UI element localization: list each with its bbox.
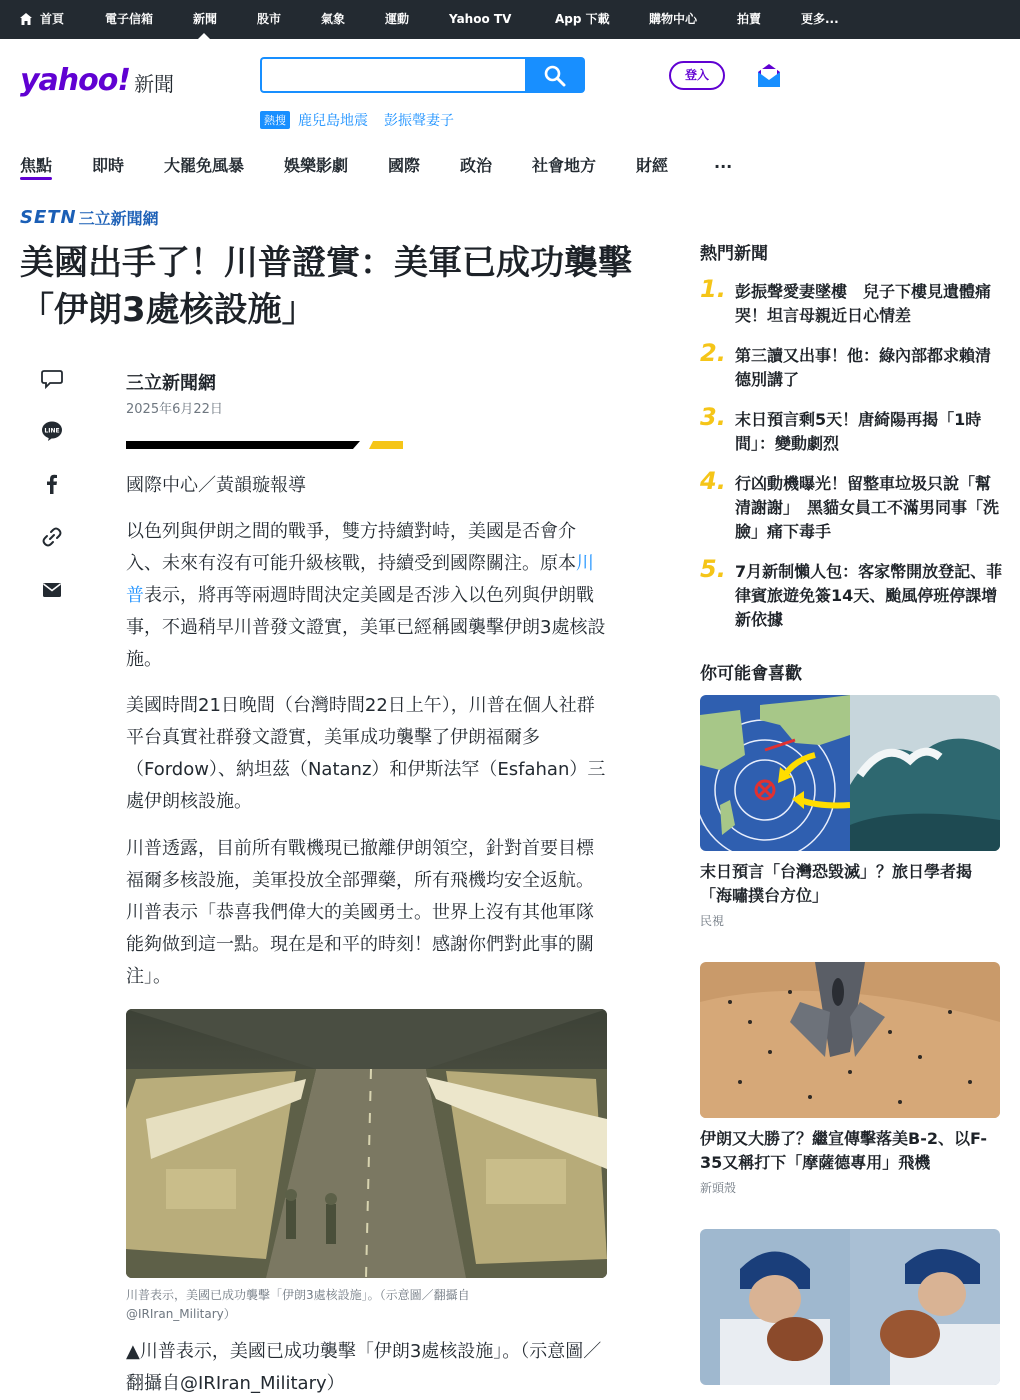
article-date: 2025年6月22日 [126, 402, 223, 417]
search-icon [544, 65, 566, 87]
category-tab-more[interactable]: ... [714, 153, 733, 172]
hot-news-heading: 熱門新聞 [700, 244, 768, 264]
article-paragraph: 美國時間21日晚間（台灣時間22日上午），川普在個人社群平台真實社群發文證實，美軍成功襲擊了伊朗福爾多（Fordow）、納坦茲（Natanz）和伊斯法罕（Esfahan）三處伊朗核設施。 [126, 695, 606, 812]
baseball-players-illustration [700, 1229, 1000, 1385]
trending-link[interactable]: 彭振聲妻子 [384, 113, 454, 129]
recommended-title[interactable]: 伊朗又大勝了？繼宣傳擊落美B-2、以F-35又稱打下「摩薩德專用」飛機 [700, 1129, 988, 1172]
active-category-underline [20, 177, 52, 180]
hot-news-link[interactable]: 行凶動機曝光！留整車垃圾只說「幫清謝謝」 黑貓女員工不滿男同事「洗臉」痛下毒手 [735, 474, 1000, 541]
category-tab-recall[interactable]: 大罷免風暴 [164, 156, 245, 175]
provider-logo[interactable] [20, 206, 159, 228]
image-caption: 川普表示，美國已成功襲擊「伊朗3處核設施」。（示意圖／翻攝自@IRIran_Military） [126, 1288, 470, 1321]
recommended-thumbnail[interactable] [700, 695, 1000, 851]
hot-news-link[interactable]: 第三讀又出事！他：綠內部都求賴清德別講了 [735, 346, 992, 389]
trump-link[interactable]: 川普 [126, 553, 594, 606]
category-tab-latest[interactable]: 即時 [92, 156, 125, 175]
paragraph-text: 以色列與伊朗之間的戰爭，雙方持續對峙，美國是否會介入、未來有沒有可能升級核戰，持續受到國際關注。原本 [126, 521, 576, 574]
category-tab-focus[interactable]: 焦點 [20, 156, 53, 175]
yahoo-logo-text: yahoo! [20, 62, 131, 98]
hot-news-link[interactable]: 末日預言剩5天！唐綺陽再揭「1時間」：變動劇烈 [735, 410, 982, 453]
rank-number: 5. [700, 555, 726, 583]
paragraph-text: 表示，將再等兩週時間決定美國是否涉入以色列與伊朗戰事，不過稍早川普發文證實，美軍已經稱國襲擊伊朗3處核設施。 [126, 585, 606, 670]
yahoo-news-logo[interactable] [20, 60, 174, 100]
recommended-title[interactable]: 末日預言「台灣恐毀滅」？旅日學者揭「海嘯撲台方位」 [700, 862, 973, 905]
recommended-heading: 你可能會喜歡 [700, 664, 802, 684]
mail-icon[interactable] [757, 62, 781, 88]
topnav-home[interactable]: 首頁 [40, 12, 65, 26]
hot-news-link[interactable]: 7月新制懶人包：客家幣開放登記、菲律賓旅遊免簽14天、颱風停班停課增新依據 [735, 562, 1003, 629]
provider-logo-latin: SETN [20, 206, 77, 228]
jet-crowd-illustration [700, 962, 1000, 1118]
line-icon[interactable] [40, 419, 64, 443]
active-tab-indicator [198, 33, 210, 39]
topnav-app-download[interactable]: App 下載 [555, 12, 610, 26]
search-input[interactable] [262, 59, 526, 91]
login-button[interactable]: 登入 [669, 61, 725, 90]
topnav-news[interactable]: 新聞 [193, 12, 218, 26]
topnav-weather[interactable]: 氣象 [321, 12, 346, 26]
trending-link[interactable]: 鹿兒島地震 [298, 113, 368, 129]
recommended-thumbnail[interactable] [700, 1229, 1000, 1385]
topnav-more[interactable]: 更多... [801, 12, 839, 26]
category-tab-society[interactable]: 社會地方 [532, 156, 597, 175]
hot-news-link[interactable]: 彭振聲愛妻墜樓 兒子下樓見遺體痛哭！坦言母親近日心情差 [735, 282, 992, 325]
rank-number: 3. [700, 403, 726, 431]
article-headline: 美國出手了！川普證實：美軍已成功襲擊「伊朗3處核設施」 [20, 243, 632, 330]
category-tab-finance[interactable]: 財經 [636, 156, 669, 175]
search-box [260, 57, 526, 93]
email-share-icon[interactable] [40, 578, 64, 602]
comment-icon[interactable] [40, 366, 64, 390]
category-tab-international[interactable]: 國際 [388, 156, 421, 175]
category-tab-entertainment[interactable]: 娛樂影劇 [284, 156, 349, 175]
rank-number: 4. [700, 467, 726, 495]
topnav-stocks[interactable]: 股市 [257, 12, 282, 26]
article-paragraph: 川普透露，目前所有戰機現已撤離伊朗領空，針對首要目標福爾多核設施，美軍投放全部彈藥，所有飛機均安全返航。川普表示「恭喜我們偉大的美國勇士。世界上沒有其他軍隊能夠做到這一點。現在是和平的時刻！感謝你們對此事的關注」。 [126, 838, 594, 987]
provider-divider-bar [126, 441, 360, 449]
article-paragraph: 國際中心／黃韻璇報導 [126, 475, 306, 496]
recommended-source: 新頭殼 [700, 1181, 737, 1195]
recommended-source: 民視 [700, 914, 725, 928]
article-author[interactable]: 三立新聞網 [126, 373, 216, 394]
search-button[interactable] [525, 57, 585, 93]
svg-text:LINE: LINE [44, 427, 60, 435]
article-image-missile-convoy[interactable] [126, 1009, 607, 1278]
category-tab-politics[interactable]: 政治 [460, 156, 493, 175]
tsunami-map-illustration [700, 695, 1000, 851]
top-navigation-bar [0, 0, 1020, 39]
topnav-auction[interactable]: 拍賣 [737, 12, 762, 26]
recommended-thumbnail[interactable] [700, 962, 1000, 1118]
topnav-yahoo-tv[interactable]: Yahoo TV [449, 12, 512, 26]
article-paragraph [126, 516, 610, 676]
topnav-shopping[interactable]: 購物中心 [649, 12, 698, 26]
trending-searches [260, 110, 462, 130]
provider-divider-accent [369, 441, 403, 449]
provider-logo-chinese: 三立新聞網 [78, 208, 159, 228]
topnav-mail[interactable]: 電子信箱 [105, 12, 154, 26]
trending-badge: 熱搜 [260, 111, 290, 129]
topnav-sports[interactable]: 運動 [385, 12, 410, 26]
facebook-icon[interactable] [40, 472, 64, 496]
missile-convoy-illustration [126, 1009, 607, 1278]
article-paragraph: ▲川普表示，美國已成功襲擊「伊朗3處核設施」。（示意圖／翻攝自@IRIran_Military） [126, 1341, 602, 1394]
copy-link-icon[interactable] [40, 525, 64, 549]
logo-section-label: 新聞 [134, 71, 175, 96]
home-icon [20, 13, 32, 25]
rank-number: 2. [700, 339, 726, 367]
rank-number: 1. [700, 275, 726, 303]
